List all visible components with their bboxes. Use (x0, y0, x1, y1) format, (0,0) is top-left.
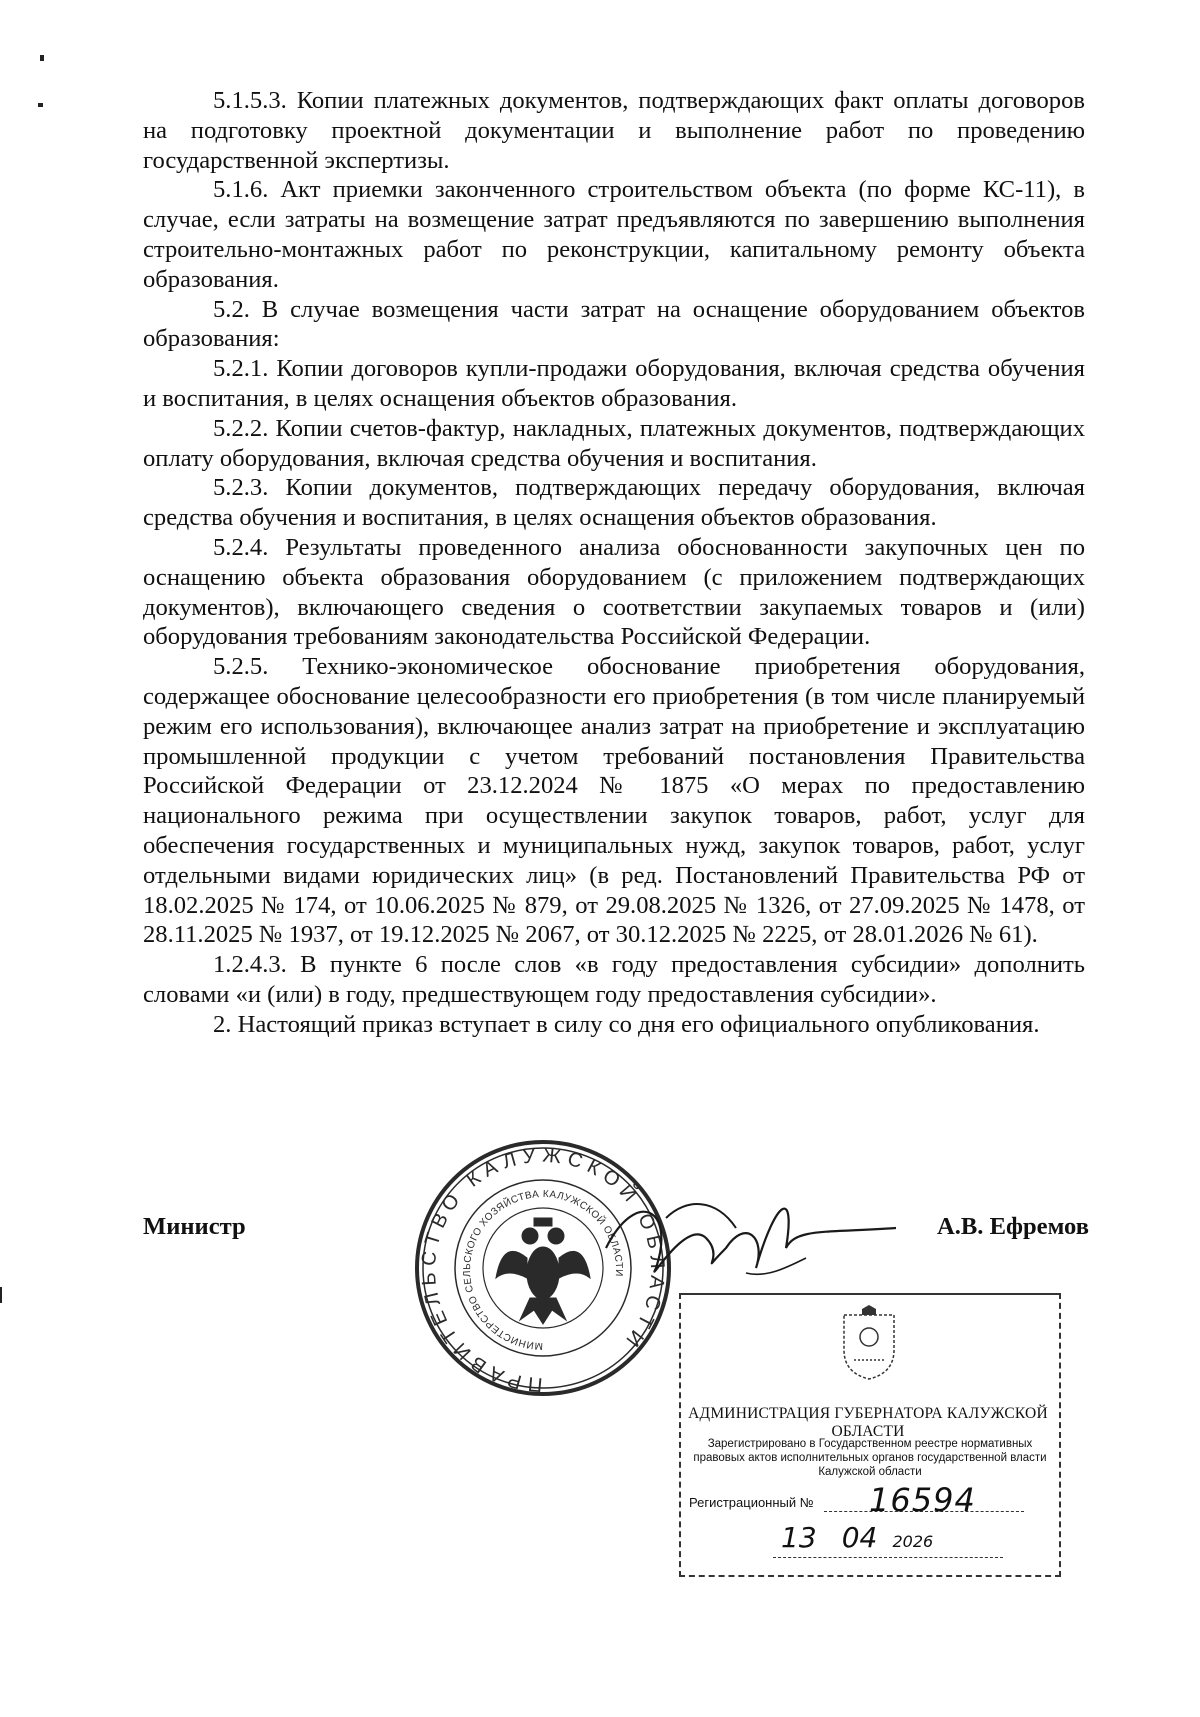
registration-date-line (773, 1557, 1003, 1558)
paragraph-5-2: 5.2. В случае возмещения части затрат на оснащение оборудованием объектов образования: (143, 295, 1085, 353)
paragraph-5-2-1: 5.2.1. Копии договоров купли-продажи оборудования, включая средства обучения и воспитания, в целях оснащения объектов образования. (143, 355, 1085, 412)
handwritten-signature (596, 1178, 896, 1298)
eagle-emblem-icon (496, 1218, 590, 1324)
scan-mark (40, 55, 44, 61)
regional-coat-of-arms-icon (834, 1305, 904, 1381)
registration-date-year: 2026 (892, 1532, 934, 1551)
paragraph-5-2-3: 5.2.3. Копии документов, подтверждающих передачу оборудования, включая средства обучения и воспитания, в целях оснащения объектов образования. (143, 474, 1085, 532)
stamp-registration-text (689, 1437, 1051, 1479)
paragraph-5-2-2: 5.2.2. Копии счетов-фактур, накладных, платежных документов, подтверждающих оплату оборудования, включая средства обучения и воспитания. (143, 414, 1085, 472)
paragraph-5-1-5-3: 5.1.5.3. Копии платежных документов, подтверждающих факт оплаты договоров на подготовку проектной документации и выполнение работ по проведению государственной экспертизы. (143, 87, 1085, 174)
registration-stamp (679, 1293, 1061, 1577)
signer-name: А.В. Ефремов (936, 1213, 1089, 1240)
paragraph-2: 2. Настоящий приказ вступает в силу со дня его официального опубликования. (213, 1010, 1040, 1038)
paragraph-1-2-4-3: 1.2.4.3. В пункте 6 после слов «в году предоставления субсидии» дополнить словами «и (или) в году, предшествующем году предоставления субсидии». (143, 951, 1085, 1008)
registration-number: 16594 (869, 1481, 976, 1519)
registration-date (781, 1521, 933, 1554)
stamp-text-line: Зарегистрировано в Государственном реестре нормативных (707, 1438, 1033, 1450)
scan-mark (0, 1287, 2, 1303)
registration-date-month: 04 (841, 1521, 878, 1554)
stamp-text-line: правовых актов исполнительных органов государственной власти (693, 1452, 1047, 1464)
scan-mark (38, 103, 43, 107)
stamp-text-line: Калужской области (818, 1466, 922, 1478)
seal-outer-text: ПРАВИТЕЛЬСТВО КАЛУЖСКОЙ ОБЛАСТИ (417, 1144, 669, 1396)
paragraph-5-1-6: 5.1.6. Акт приемки законченного строительством объекта (по форме КС-11), в случае, если затраты на возмещение затрат предъявляются по завершению выполнения строительно-монтажных работ по реконструкции, капитальному ремонту объекта образования. (143, 176, 1085, 293)
paragraph-5-2-4: 5.2.4. Результаты проведенного анализа обоснованности закупочных цен по оснащению объекта образования оборудованием (с приложением подтверждающих документов), включающего сведения о соответствии закупаемых товаров и (или) оборудования требованиям законодательства Российской Федерации. (143, 533, 1085, 651)
body-text (143, 86, 1085, 1040)
stamp-organization: АДМИНИСТРАЦИЯ ГУБЕРНАТОРА КАЛУЖСКОЙ ОБЛАСТИ (688, 1405, 1048, 1440)
signer-title: Министр (143, 1213, 246, 1240)
paragraph-5-2-5: 5.2.5. Технико-экономическое обоснование приобретения оборудования, содержащее обоснование целесообразности его приобретения (в том числе планируемый режим его использования), включающее анализ затрат на приобретение и эксплуатацию промышленной продукции с учетом требований постановления Правительства Российской Федерации от 23.12.2024 № 1875 «О мерах по предоставлению национального режима при осуществлении закупок товаров, работ, услуг для обеспечения государственных и муниципальных нужд, закупок товаров, работ, услуг отдельными видами юридических лиц» (в ред. Постановлений Правительства РФ от 18.02.2025 № 174, от 10.06.2025 № 879, от 29.08.2025 № 1326, от 27.09.2025 № 1478, от 28.11.2025 № 1937, от 19.12.2025 № 2067, от 30.12.2025 № 2225, от 28.01.2026 № 61). (143, 653, 1085, 949)
seal-inner-text: МИНИСТЕРСТВО СЕЛЬСКОГО ХОЗЯЙСТВА КАЛУЖСКОЙ ОБЛАСТИ (461, 1188, 625, 1352)
registration-date-day: 13 (781, 1521, 817, 1554)
registration-number-label: Регистрационный № (689, 1495, 814, 1510)
